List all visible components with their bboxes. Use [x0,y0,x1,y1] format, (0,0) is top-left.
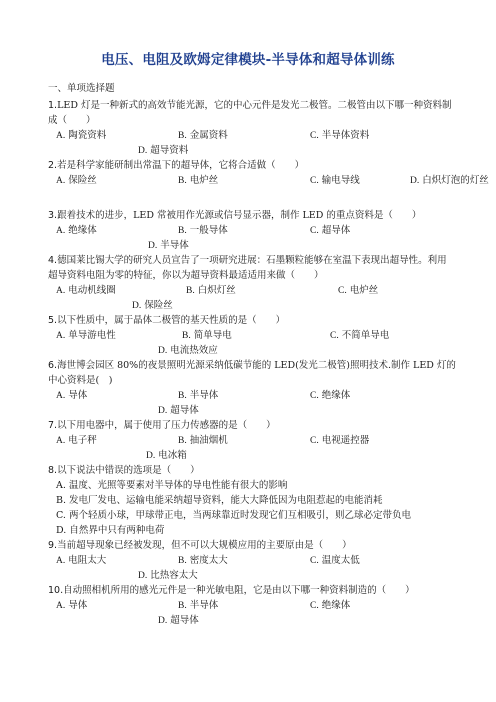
question-3 [48,208,456,253]
option-c[interactable]: C. 绝缘体 [310,390,351,401]
option-d[interactable]: D. 比热容太大 [138,570,198,581]
option-a[interactable]: A. 导体 [56,600,88,611]
question-10 [48,583,456,628]
option-a[interactable]: A. 陶瓷资料 [56,130,107,141]
question-stem: 6.海世博会园区 80%的夜景照明光源采纳低碳节能的 LED(发光二极管)照明技术.制作 LED 灯的中心资料是( ) [48,360,456,386]
option-a[interactable]: A. 单导游电性 [56,330,116,341]
question-stem: 8.以下说法中错误的选项是（ ） [48,465,200,476]
option-d[interactable]: D. 自然界中只有两种电荷 [56,525,165,536]
option-c[interactable]: C. 半导体资料 [310,130,370,141]
option-d[interactable]: D. 超导资料 [138,145,189,156]
question-options [48,173,489,203]
question-4 [48,253,456,313]
option-b[interactable]: B. 半导体 [178,600,219,611]
option-a[interactable]: A. 导体 [56,390,88,401]
question-8 [48,463,456,538]
option-a[interactable]: A. 电子秤 [56,435,97,446]
question-options [48,223,456,253]
question-stem: 2.若是科学家能研制出常温下的超导体，它将合适做（ ） [48,160,305,171]
option-a[interactable]: A. 温度、光照等要素对半导体的导电性能有很大的影响 [56,480,288,491]
question-1 [48,98,456,158]
question-options [48,433,456,463]
question-stem: 1.LED 灯是一种新式的高效节能光源，它的中心元件是发光二极管。二极管由以下哪一种资料制成（ ） [48,100,452,126]
option-d[interactable]: D. 白炽灯泡的灯丝 [410,175,489,186]
option-d[interactable]: D. 半导体 [148,240,189,251]
question-stem: 9.当前超导现象已经被发现，但不可以大规模应用的主要原由是（ ） [48,540,352,551]
question-stem: 4.德国莱比锡大学的研究人员宣告了一项研究进展：石墨颗粒能够在室温下表现出超导性。利用超导资料电阻为零的特征，你以为超导资料最适适用来做（ ） [48,255,447,281]
question-stem: 5.以下性质中，属于晶体二极管的基天性质的是（ ） [48,315,286,326]
page-title: 电压、电阻及欧姆定律模块-半导体和超导体训练 [101,52,395,68]
question-stem: 7.以下用电器中，属于使用了压力传感器的是（ ） [48,420,276,431]
question-7 [48,418,456,463]
option-c[interactable]: C. 温度太低 [310,555,360,566]
question-stem: 10.自动照相机所用的感光元件是一种光敏电阻，它是由以下哪一种资料制造的（ ） [48,585,415,596]
option-b[interactable]: B. 发电厂发电、运输电能采纳超导资料，能大大降低因为电阻惹起的电能消耗 [56,495,383,506]
question-9 [48,538,456,583]
question-options [48,388,456,418]
section-heading: 一、单项选择题 [48,83,115,94]
option-c[interactable]: C. 不简单导电 [330,330,390,341]
option-c[interactable]: C. 超导体 [310,225,351,236]
option-c[interactable]: C. 两个轻质小球，甲球带正电，当两球靠近时发现它们互相吸引，则乙球必定带负电 [56,510,411,521]
option-a[interactable]: A. 电动机线圈 [56,285,116,296]
question-5 [48,313,456,358]
option-d[interactable]: D. 电冰箱 [146,450,187,461]
question-stem: 3.跟着技术的进步，LED 常被用作光源或信号显示器，制作 LED 的重点资料是（ ） [48,210,422,221]
question-options [48,283,456,313]
option-b[interactable]: B. 白炽灯丝 [186,285,236,296]
question-2 [48,158,489,203]
option-d[interactable]: D. 保险丝 [132,300,173,311]
option-a[interactable]: A. 保险丝 [56,175,97,186]
option-c[interactable]: C. 绝缘体 [310,600,351,611]
option-b[interactable]: B. 一般导体 [178,225,228,236]
option-d[interactable]: D. 超导体 [158,405,199,416]
option-b[interactable]: B. 半导体 [178,390,219,401]
option-b[interactable]: B. 金属资料 [178,130,228,141]
question-options [48,598,456,628]
option-c[interactable]: C. 电炉丝 [338,285,379,296]
question-options [48,553,456,583]
option-a[interactable]: A. 电阻太大 [56,555,107,566]
option-d[interactable]: D. 超导体 [158,615,199,626]
option-b[interactable]: B. 电炉丝 [178,175,219,186]
option-d[interactable]: D. 电流热效应 [158,345,218,356]
question-options [48,128,456,158]
question-options [48,478,456,538]
option-c[interactable]: C. 电视遥控器 [310,435,370,446]
option-b[interactable]: B. 抽油烟机 [178,435,228,446]
question-options [48,328,456,358]
option-b[interactable]: B. 密度太大 [178,555,228,566]
question-6 [48,358,456,418]
option-a[interactable]: A. 绝缘体 [56,225,97,236]
option-b[interactable]: B. 简单导电 [182,330,232,341]
option-c[interactable]: C. 输电导线 [310,175,360,186]
